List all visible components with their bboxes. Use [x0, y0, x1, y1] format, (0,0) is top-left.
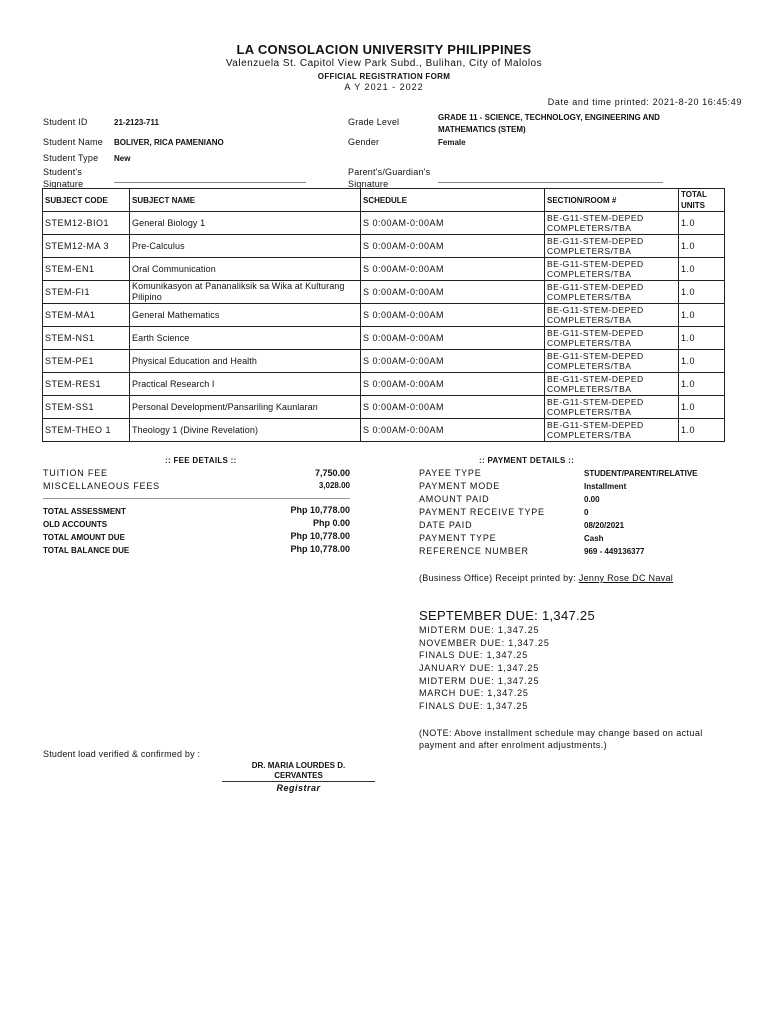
subject-section-line-2: COMPLETERS/TBA [547, 361, 632, 371]
subject-section-line-2: COMPLETERS/TBA [547, 269, 632, 279]
subject-schedule: S 0:00AM-0:00AM [361, 235, 545, 258]
old-accounts-value: Php 0.00 [312, 518, 350, 528]
subject-name: Oral Communication [130, 258, 361, 281]
subject-schedule: S 0:00AM-0:00AM [361, 396, 545, 419]
total-assessment-value: Php 10,778.00 [290, 505, 350, 515]
subject-section-line-1: BE-G11-STEM-DEPED [547, 212, 644, 223]
subject-section [545, 304, 679, 327]
subject-units: 1.0 [679, 235, 725, 258]
student-type-value: New [114, 154, 131, 163]
registrar-title: Registrar [276, 783, 321, 793]
payment-type-value: Cash [584, 534, 604, 543]
subject-name: Personal Development/Pansariling Kaunlaran [130, 396, 361, 419]
installment-due-item: FINALS DUE: 1,347.25 [419, 701, 529, 712]
payee-type-label: PAYEE TYPE [419, 468, 482, 478]
print-timestamp: Date and time printed: 2021-8-20 16:45:49 [547, 97, 742, 107]
installment-due-item: MIDTERM DUE: 1,347.25 [419, 625, 540, 635]
fee-details-title: :: FEE DETAILS :: [165, 456, 237, 465]
subject-code: STEM-EN1 [43, 258, 130, 281]
subject-units: 1.0 [679, 281, 725, 304]
grade-level-label: Grade Level [348, 117, 400, 127]
subject-section-line-1: BE-G11-STEM-DEPED [547, 304, 644, 315]
gender-value: Female [438, 138, 466, 147]
payment-receive-type-label: PAYMENT RECEIVE TYPE [419, 507, 545, 517]
subject-section [545, 281, 679, 304]
subject-section [545, 419, 679, 442]
student-name-label: Student Name [43, 137, 103, 147]
payment-type-label: PAYMENT TYPE [419, 533, 497, 543]
table-row [43, 327, 725, 350]
registrar-name-line-2: CERVANTES [274, 771, 323, 780]
registrar-name-line-1: DR. MARIA LOURDES D. [251, 761, 346, 770]
subject-units: 1.0 [679, 304, 725, 327]
subject-units: 1.0 [679, 373, 725, 396]
subject-schedule: S 0:00AM-0:00AM [361, 281, 545, 304]
registrar-signature-line [222, 781, 375, 782]
installment-due-item: MARCH DUE: 1,347.25 [419, 688, 529, 699]
parent-signature-line [438, 182, 663, 183]
installment-dues-list [419, 625, 550, 714]
total-amount-due-label: TOTAL AMOUNT DUE [43, 533, 125, 542]
tuition-fee-value: 7,750.00 [314, 468, 350, 478]
subject-section-line-1: BE-G11-STEM-DEPED [547, 419, 644, 430]
reference-number-label: REFERENCE NUMBER [419, 546, 529, 556]
subject-section-line-2: COMPLETERS/TBA [547, 384, 632, 394]
student-id-value: 21-2123-711 [114, 118, 159, 127]
total-balance-due-label: TOTAL BALANCE DUE [43, 546, 130, 555]
subject-name: General Biology 1 [130, 212, 361, 235]
receipt-printed-by [419, 573, 673, 583]
subjects-table [42, 188, 725, 442]
student-id-label: Student ID [43, 117, 88, 127]
installment-note-line-1: (NOTE: Above installment schedule may change based on actual [419, 728, 703, 738]
installment-note-line-2: payment and after enrolment adjustments.) [419, 740, 607, 750]
academic-year: A Y 2021 - 2022 [344, 82, 424, 92]
receipt-printed-by-name: Jenny Rose DC Naval [578, 573, 674, 583]
table-row [43, 212, 725, 235]
date-paid-label: DATE PAID [419, 520, 473, 530]
subject-units: 1.0 [679, 350, 725, 373]
subject-section [545, 396, 679, 419]
subject-section [545, 212, 679, 235]
subject-code: STEM-RES1 [43, 373, 130, 396]
amount-paid-label: AMOUNT PAID [419, 494, 490, 504]
subject-section-line-1: BE-G11-STEM-DEPED [547, 396, 644, 407]
table-row [43, 350, 725, 373]
col-total-units [679, 189, 725, 212]
university-name: LA CONSOLACION UNIVERSITY PHILIPPINES [236, 42, 532, 57]
col-subject-name: SUBJECT NAME [130, 189, 361, 212]
total-assessment-label: TOTAL ASSESSMENT [43, 507, 126, 516]
subject-section-line-1: BE-G11-STEM-DEPED [547, 327, 644, 338]
payment-details-title: :: PAYMENT DETAILS :: [479, 456, 575, 465]
september-due: SEPTEMBER DUE: 1,347.25 [419, 608, 595, 623]
col-total-units-1: TOTAL [681, 190, 707, 199]
total-amount-due-value: Php 10,778.00 [290, 531, 350, 541]
table-header-row [43, 189, 725, 212]
subject-units: 1.0 [679, 212, 725, 235]
subject-code: STEM-MA1 [43, 304, 130, 327]
col-section: SECTION/ROOM # [545, 189, 679, 212]
gender-label: Gender [348, 137, 380, 147]
subject-units: 1.0 [679, 258, 725, 281]
grade-level-value-2: MATHEMATICS (STEM) [438, 125, 526, 134]
table-row [43, 304, 725, 327]
table-row [43, 373, 725, 396]
subject-section [545, 235, 679, 258]
subject-name: Komunikasyon at Pananaliksik sa Wika at Kulturang Pilipino [130, 281, 361, 304]
subject-name: Practical Research I [130, 373, 361, 396]
subject-code: STEM-NS1 [43, 327, 130, 350]
subject-code: STEM-FI1 [43, 281, 130, 304]
installment-due-item: MIDTERM DUE: 1,347.25 [419, 675, 540, 686]
table-row [43, 281, 725, 304]
subject-section-line-2: COMPLETERS/TBA [547, 292, 632, 302]
subject-code: STEM-SS1 [43, 396, 130, 419]
col-schedule: SCHEDULE [361, 189, 545, 212]
subject-section-line-1: BE-G11-STEM-DEPED [547, 235, 644, 246]
subject-schedule: S 0:00AM-0:00AM [361, 373, 545, 396]
parent-signature-label-2: Signature [348, 179, 389, 189]
subject-section-line-1: BE-G11-STEM-DEPED [547, 373, 644, 384]
date-paid-value: 08/20/2021 [584, 521, 625, 530]
subject-schedule: S 0:00AM-0:00AM [361, 258, 545, 281]
payment-mode-value: Installment [584, 482, 627, 491]
subject-name: Earth Science [130, 327, 361, 350]
subject-section-line-2: COMPLETERS/TBA [547, 407, 632, 417]
subject-schedule: S 0:00AM-0:00AM [361, 327, 545, 350]
subject-name: Physical Education and Health [130, 350, 361, 373]
subject-schedule: S 0:00AM-0:00AM [361, 350, 545, 373]
subject-name: Pre-Calculus [130, 235, 361, 258]
receipt-printed-by-label: (Business Office) Receipt printed by: [419, 573, 576, 583]
payment-receive-type-value: 0 [584, 508, 589, 517]
subject-section-line-2: COMPLETERS/TBA [547, 315, 632, 325]
installment-due-item: FINALS DUE: 1,347.25 [419, 650, 529, 661]
payee-type-value: STUDENT/PARENT/RELATIVE [584, 469, 698, 478]
table-row [43, 258, 725, 281]
subject-units: 1.0 [679, 327, 725, 350]
subject-schedule: S 0:00AM-0:00AM [361, 212, 545, 235]
subject-code: STEM12-MA 3 [43, 235, 130, 258]
university-address: Valenzuela St. Capitol View Park Subd., Bulihan, City of Malolos [225, 58, 543, 69]
subject-section-line-1: BE-G11-STEM-DEPED [547, 281, 644, 292]
subject-section-line-2: COMPLETERS/TBA [547, 246, 632, 256]
payment-mode-label: PAYMENT MODE [419, 481, 501, 491]
misc-fees-value: 3,028.00 [318, 481, 350, 490]
student-name-value: BOLIVER, RICA PAMENIANO [114, 138, 224, 147]
subject-schedule: S 0:00AM-0:00AM [361, 304, 545, 327]
registrar-name [222, 761, 375, 781]
grade-level-value: GRADE 11 - SCIENCE, TECHNOLOGY, ENGINEERING AND [438, 113, 660, 122]
student-signature-line [114, 182, 306, 183]
verification-label: Student load verified & confirmed by : [43, 749, 201, 759]
subject-name: General Mathematics [130, 304, 361, 327]
subject-section [545, 258, 679, 281]
subject-units: 1.0 [679, 396, 725, 419]
table-row [43, 396, 725, 419]
subject-code: STEM12-BIO1 [43, 212, 130, 235]
subject-section [545, 350, 679, 373]
total-balance-due-value: Php 10,778.00 [290, 544, 350, 554]
subject-section [545, 327, 679, 350]
amount-paid-value: 0.00 [584, 495, 600, 504]
subject-units: 1.0 [679, 419, 725, 442]
col-subject-code: SUBJECT CODE [43, 189, 130, 212]
parent-signature-label: Parent's/Guardian's [348, 167, 431, 177]
student-signature-label: Student's [43, 167, 83, 177]
student-type-label: Student Type [43, 153, 99, 163]
installment-note [419, 727, 739, 751]
fee-divider [43, 498, 350, 499]
misc-fees-label: MISCELLANEOUS FEES [43, 481, 160, 491]
form-title: OFFICIAL REGISTRATION FORM [317, 72, 451, 81]
subject-schedule: S 0:00AM-0:00AM [361, 419, 545, 442]
subject-code: STEM-PE1 [43, 350, 130, 373]
subject-section-line-2: COMPLETERS/TBA [547, 338, 632, 348]
subject-section-line-1: BE-G11-STEM-DEPED [547, 350, 644, 361]
student-signature-label-2: Signature [43, 179, 84, 189]
subject-code: STEM-THEO 1 [43, 419, 130, 442]
installment-due-item: JANUARY DUE: 1,347.25 [419, 663, 540, 674]
subject-section [545, 373, 679, 396]
table-row [43, 235, 725, 258]
tuition-fee-label: TUITION FEE [43, 468, 108, 478]
subject-section-line-2: COMPLETERS/TBA [547, 223, 632, 233]
subject-section-line-1: BE-G11-STEM-DEPED [547, 258, 644, 269]
col-total-units-2: UNITS [681, 201, 705, 210]
subject-section-line-2: COMPLETERS/TBA [547, 430, 632, 440]
subject-name: Theology 1 (Divine Revelation) [130, 419, 361, 442]
old-accounts-label: OLD ACCOUNTS [43, 520, 108, 529]
installment-due-item: NOVEMBER DUE: 1,347.25 [419, 637, 550, 648]
reference-number-value: 969 - 449136377 [584, 547, 645, 556]
table-row [43, 419, 725, 442]
